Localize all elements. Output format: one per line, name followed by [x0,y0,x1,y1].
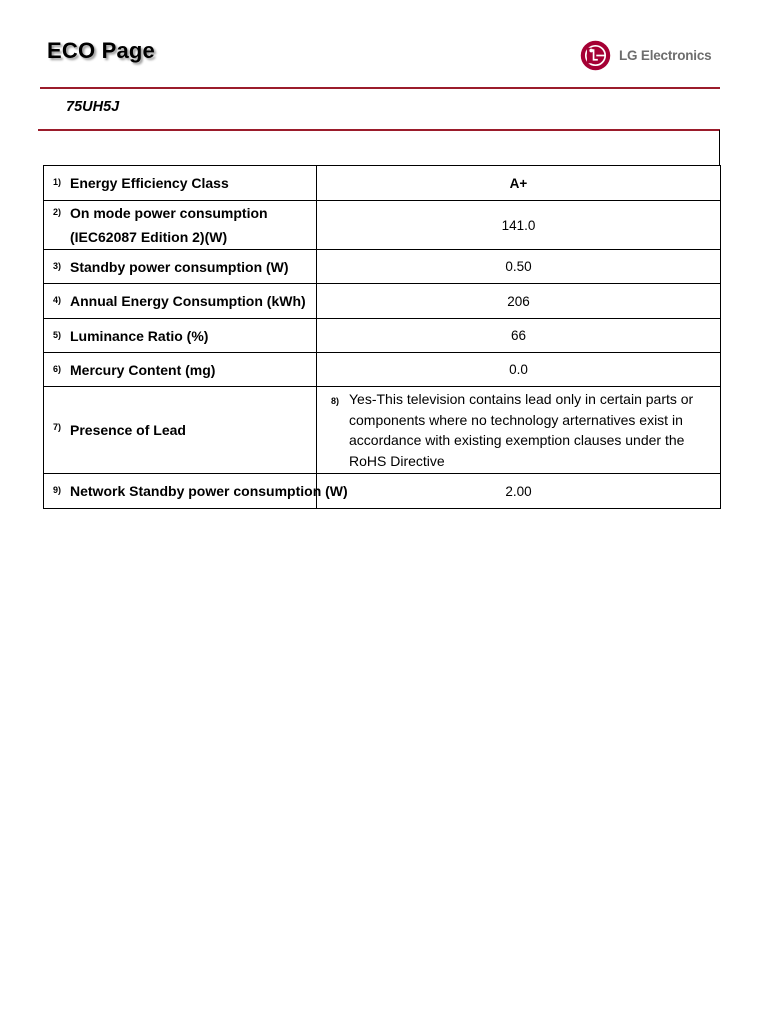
row-number: 9) [53,485,62,495]
table-row [44,387,721,474]
row-label: Network Standby power consumption (W) [70,483,348,499]
page-title: ECO Page [47,38,155,63]
box-edge [719,130,720,165]
table-row [44,201,721,250]
row-value: 66 [317,319,721,353]
row-label: Mercury Content (mg) [70,361,216,378]
table-row [44,474,721,509]
model-name: 75UH5J [66,99,120,115]
row-value: 206 [317,284,721,319]
table-row [44,284,721,319]
row-label: Energy Efficiency Class [70,175,229,191]
lead-text: Yes-This television contains lead only in certain parts or components where no technology arternatives exist in accordance with existing exemption clauses under the RoHS Directive [349,391,694,469]
row-label-cell [44,284,317,319]
brand-name: LG Electronics [619,48,712,63]
row-value: 0.50 [317,250,721,284]
row-label-cell [44,353,317,387]
row-number: 1) [53,177,62,187]
row-label-cell [44,201,317,250]
row-number: 2) [53,207,62,217]
row-label: Standby power consumption (W) [70,258,289,275]
row-label-cell [44,319,317,353]
row-number: 3) [53,261,62,271]
row-value: 0.0 [317,353,721,387]
row-label-line1: On mode power consumption [70,205,268,221]
row-number: 6) [53,364,62,374]
table-row [44,166,721,201]
row-number: 5) [53,330,62,340]
row-label-cell [44,250,317,284]
table-row [44,250,721,284]
header-divider [40,87,720,89]
table-row [44,353,721,387]
row-value: 141.0 [317,201,721,250]
row-number: 7) [53,422,62,432]
lead-statement [317,387,720,473]
row-value-cell [317,387,721,474]
row-label-cell [44,387,317,474]
row-label-cell [44,166,317,201]
spec-table [43,165,721,509]
row-label-cell [44,474,348,509]
row-label-line2: (IEC62087 Edition 2)(W) [70,229,228,245]
row-label: Annual Energy Consumption (kWh) [70,293,306,309]
row-value: A+ [317,166,721,201]
lg-logo-icon [580,40,611,71]
note-number: 8) [331,396,340,406]
row-number: 4) [53,295,62,305]
model-divider [38,129,720,131]
row-label: Luminance Ratio (%) [70,327,209,344]
row-label: Presence of Lead [70,422,186,438]
brand-logo-group [580,40,711,71]
table-row [44,319,721,353]
row-value: 2.00 [317,474,721,509]
